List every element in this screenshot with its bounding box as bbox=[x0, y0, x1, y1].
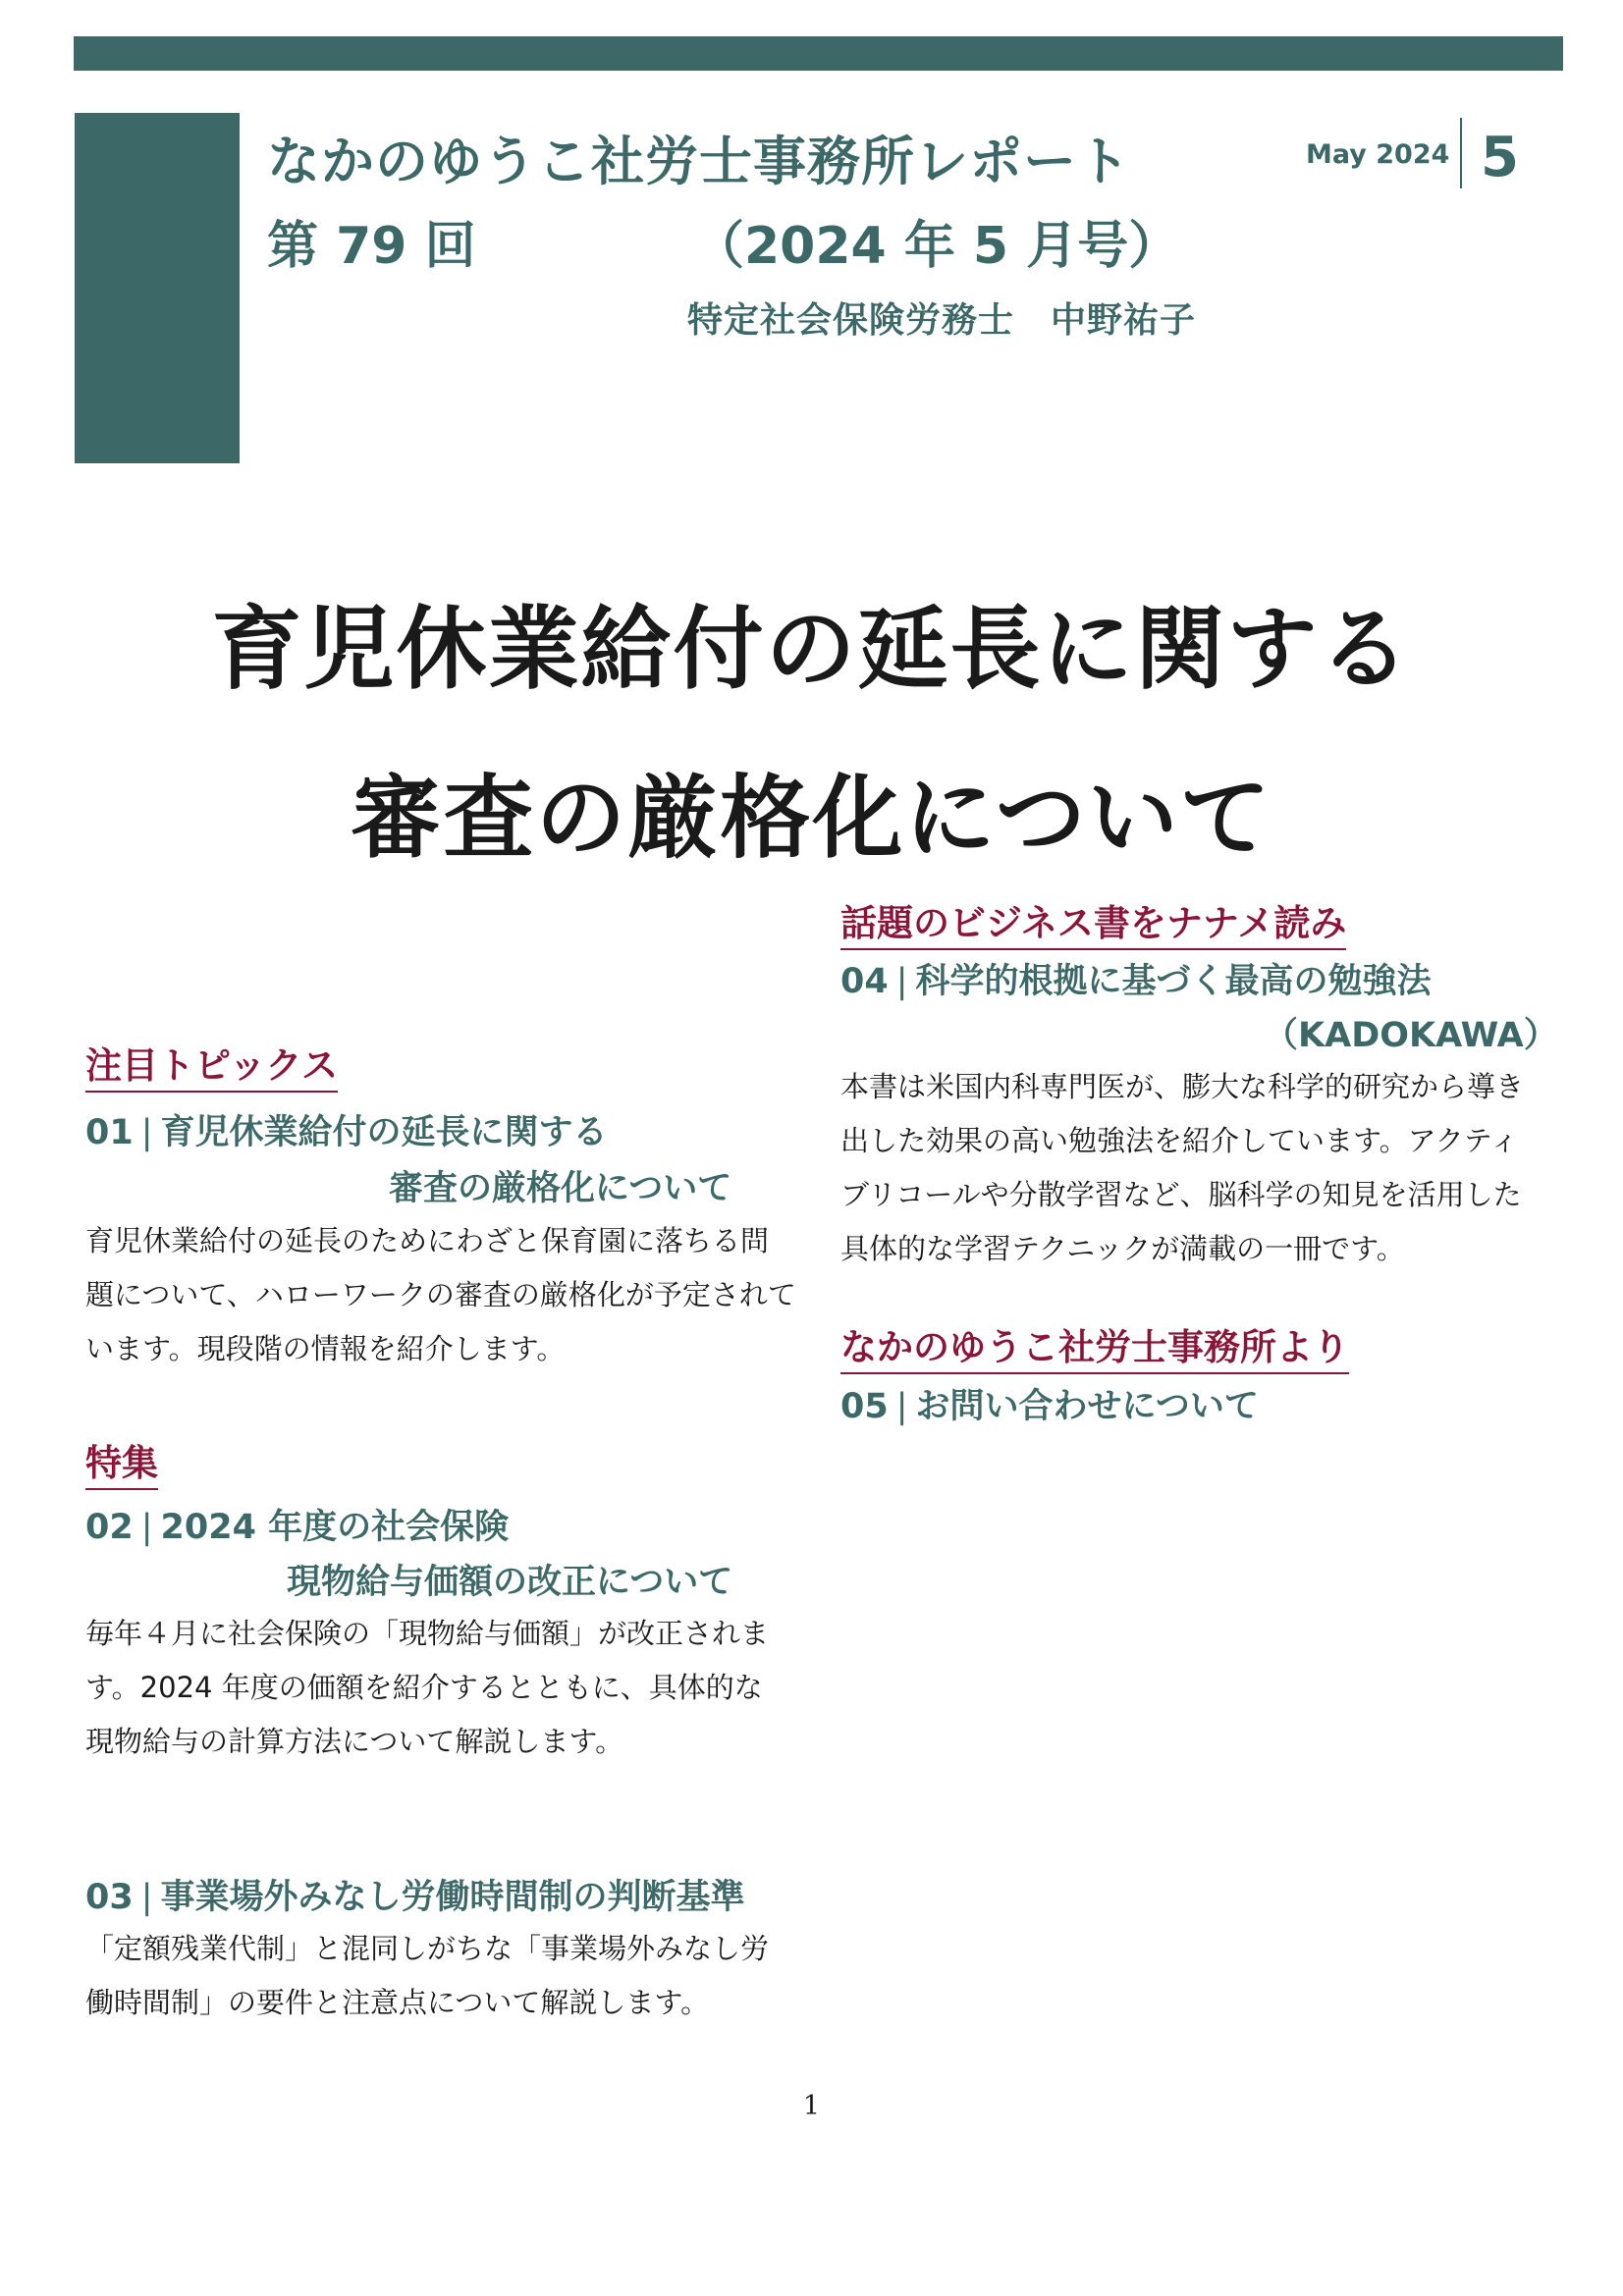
section-heading-topics: 注目トピックス bbox=[85, 1036, 338, 1093]
section-heading-feature: 特集 bbox=[85, 1433, 158, 1490]
article-01-number: 01 bbox=[85, 1113, 134, 1152]
side-block bbox=[75, 113, 240, 463]
article-03-number: 03 bbox=[85, 1878, 134, 1917]
separator: | bbox=[140, 1113, 153, 1152]
separator: | bbox=[140, 1878, 153, 1917]
section-heading-business-books: 話題のビジネス書をナナメ読み bbox=[840, 893, 1346, 950]
report-title: なかのゆうこ社労士事務所レポート bbox=[267, 131, 1131, 192]
issue-month-number: 5 bbox=[1481, 126, 1519, 189]
body-line: 具体的な学習テクニックが満載の一冊です。 bbox=[840, 1232, 1405, 1265]
article-05-number: 05 bbox=[840, 1387, 889, 1426]
header-divider bbox=[1460, 118, 1462, 188]
article-03-title bbox=[85, 1870, 745, 1919]
article-04-publisher: （KADOKAWA） bbox=[1264, 1016, 1558, 1055]
body-line: 毎年４月に社会保険の「現物給与価額」が改正されま bbox=[85, 1617, 770, 1650]
page-number: 1 bbox=[802, 2091, 821, 2121]
article-02-number: 02 bbox=[85, 1508, 134, 1547]
body-line: ブリコールや分散学習など、脳科学の知見を活用した bbox=[840, 1178, 1522, 1211]
main-title-line-2: 審査の厳格化について bbox=[351, 766, 1272, 871]
article-03-body bbox=[85, 1922, 769, 2030]
author: 特定社会保険労務士 中野祐子 bbox=[687, 300, 1197, 341]
main-title-line-1: 育児休業給付の延長に関する bbox=[211, 597, 1412, 702]
article-04-title-text: 科学的根拠に基づく最高の勉強法 bbox=[915, 962, 1432, 1001]
body-line: 働時間制」の要件と注意点について解説します。 bbox=[85, 1986, 710, 2019]
article-03-title-text: 事業場外みなし労働時間制の判断基準 bbox=[160, 1878, 745, 1917]
article-02-title-line-1: 2024 年度の社会保険 bbox=[160, 1508, 510, 1547]
article-04-number: 04 bbox=[840, 962, 889, 1001]
article-05-title bbox=[840, 1379, 1259, 1428]
body-line: 出した効果の高い勉強法を紹介しています。アクティ bbox=[840, 1124, 1519, 1157]
article-02-title-line-2: 現物給与価額の改正について bbox=[287, 1563, 733, 1602]
issue-date: May 2024 bbox=[1306, 139, 1450, 170]
article-01-title-line-2: 審査の厳格化について bbox=[389, 1169, 732, 1208]
separator: | bbox=[895, 962, 908, 1001]
body-line: 現物給与の計算方法について解説します。 bbox=[85, 1725, 624, 1758]
article-04-body bbox=[840, 1060, 1524, 1276]
article-01-title bbox=[85, 1105, 608, 1154]
section-heading-office-news: なかのゆうこ社労士事務所より bbox=[840, 1317, 1349, 1374]
separator: | bbox=[140, 1508, 153, 1547]
body-line: 題について、ハローワークの審査の厳格化が予定されて bbox=[85, 1278, 796, 1311]
body-line: 「定額残業代制」と混同しがちな「事業場外みなし労 bbox=[85, 1932, 770, 1965]
body-line: 本書は米国内科専門医が、膨大な科学的研究から導き bbox=[840, 1070, 1525, 1103]
article-02-body bbox=[85, 1607, 769, 1769]
body-line: います。現段階の情報を紹介します。 bbox=[85, 1332, 566, 1365]
article-04-title bbox=[840, 954, 1432, 1003]
body-line: 育児休業給付の延長のためにわざと保育園に落ちる問 bbox=[85, 1224, 770, 1257]
body-line: す。2024 年度の価額を紹介するとともに、具体的な bbox=[85, 1671, 763, 1704]
issue-month: （2024 年 5 月号） bbox=[693, 217, 1180, 276]
separator: | bbox=[895, 1387, 908, 1426]
article-01-body bbox=[85, 1214, 796, 1376]
top-bar bbox=[74, 36, 1563, 71]
issue-number: 第 79 回 bbox=[267, 217, 476, 276]
article-01-title-line-1: 育児休業給付の延長に関する bbox=[160, 1113, 608, 1152]
article-02-title bbox=[85, 1500, 509, 1549]
article-05-title-text: お問い合わせについて bbox=[915, 1387, 1259, 1426]
